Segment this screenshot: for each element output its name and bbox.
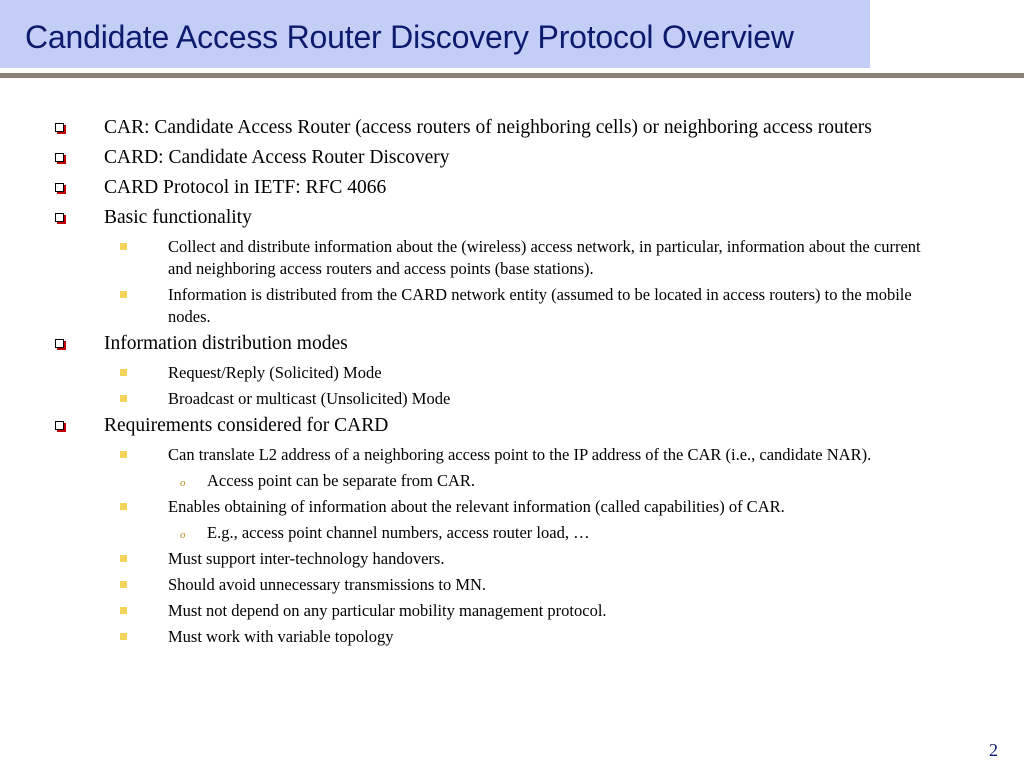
bullet-text: Information distribution modes [104, 333, 348, 354]
list-item [104, 206, 894, 230]
bullet-text: CARD: Candidate Access Router Discovery [104, 147, 450, 168]
bullet-text: Information is distributed from the CARD network entity (assumed to be located in access routers) to the mobile nodes. [168, 285, 912, 326]
title-divider [0, 73, 1024, 78]
list-item [180, 522, 907, 544]
bullet-text: Requirements considered for CARD [104, 415, 389, 436]
title-bar [0, 0, 870, 68]
bullet-text: Must support inter-technology handovers. [168, 549, 445, 568]
bullet-text: CAR: Candidate Access Router (access routers of neighboring cells) or neighboring access routers [104, 117, 872, 138]
square-bullet-icon [55, 213, 64, 222]
list-item [168, 236, 938, 280]
square-bullet-icon [55, 153, 64, 162]
list-item [104, 414, 894, 438]
filled-square-bullet-icon [120, 395, 127, 402]
bullet-text: Must work with variable topology [168, 627, 394, 646]
list-item [168, 626, 938, 648]
slide-title: Candidate Access Router Discovery Protocol Overview [25, 19, 794, 55]
bullet-text: Request/Reply (Solicited) Mode [168, 363, 382, 382]
list-item [104, 332, 894, 356]
filled-square-bullet-icon [120, 633, 127, 640]
bullet-text: Must not depend on any particular mobility management protocol. [168, 601, 607, 620]
square-bullet-icon [55, 339, 64, 348]
bullet-text: Can translate L2 address of a neighboring access point to the IP address of the CAR (i.e., candidate NAR). [168, 445, 872, 464]
list-item [168, 600, 938, 622]
filled-square-bullet-icon [120, 369, 127, 376]
filled-square-bullet-icon [120, 581, 127, 588]
page-number: 2 [989, 740, 998, 760]
list-item [168, 548, 938, 570]
list-item [168, 444, 938, 466]
list-item [168, 284, 938, 328]
square-bullet-icon [55, 183, 64, 192]
list-item [168, 574, 938, 596]
bullet-text: Basic functionality [104, 207, 252, 228]
filled-square-bullet-icon [120, 243, 127, 250]
filled-square-bullet-icon [120, 291, 127, 298]
bullet-text: E.g., access point channel numbers, access router load, … [207, 523, 590, 542]
list-item [104, 176, 894, 200]
bullet-text: Access point can be separate from CAR. [207, 471, 476, 490]
list-item [168, 362, 938, 384]
square-bullet-icon [55, 421, 64, 430]
filled-square-bullet-icon [120, 503, 127, 510]
bullet-list [0, 116, 1024, 652]
bullet-text: CARD Protocol in IETF: RFC 4066 [104, 177, 387, 198]
list-item [104, 116, 894, 140]
square-bullet-icon [55, 123, 64, 132]
list-item [168, 388, 938, 410]
bullet-text: Enables obtaining of information about the relevant information (called capabilities) of CAR. [168, 497, 785, 516]
filled-square-bullet-icon [120, 555, 127, 562]
circle-bullet-icon: o [180, 477, 186, 489]
filled-square-bullet-icon [120, 607, 127, 614]
list-item [104, 146, 894, 170]
circle-bullet-icon: o [180, 529, 186, 541]
list-item [168, 496, 938, 518]
list-item [180, 470, 907, 492]
filled-square-bullet-icon [120, 451, 127, 458]
bullet-text: Should avoid unnecessary transmissions to MN. [168, 575, 487, 594]
bullet-text: Collect and distribute information about the (wireless) access network, in particular, information about the current and neighboring access routers and access points (base stations). [168, 237, 921, 278]
bullet-text: Broadcast or multicast (Unsolicited) Mode [168, 389, 451, 408]
